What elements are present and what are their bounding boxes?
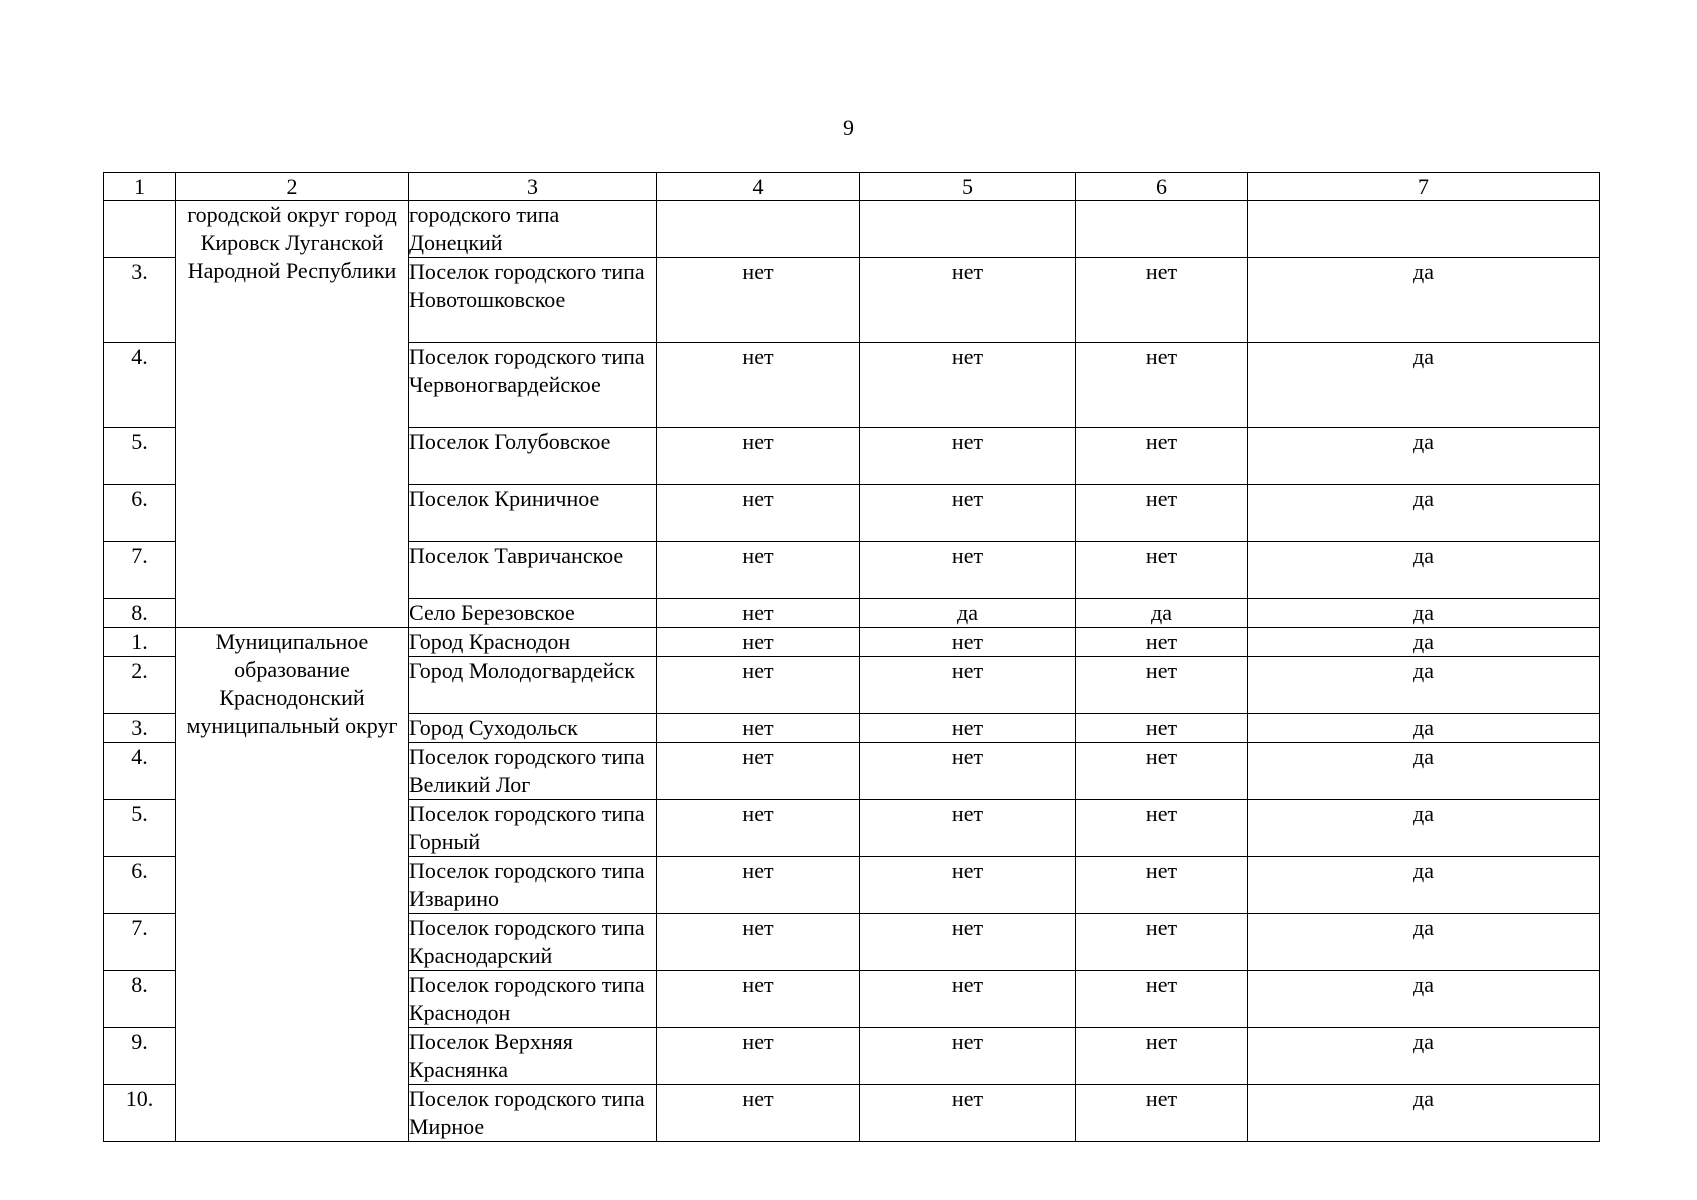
settlement-name: Поселок городского типа Краснодон [409,971,657,1028]
row-number: 4. [104,743,176,800]
value-col-5 [860,201,1076,258]
value-col-4: нет [657,857,860,914]
value-col-4: нет [657,258,860,343]
value-col-4: нет [657,599,860,628]
column-header: 2 [176,173,409,201]
row-number: 10. [104,1085,176,1142]
value-col-4: нет [657,485,860,542]
value-col-4: нет [657,657,860,714]
row-number: 1. [104,628,176,657]
value-col-6 [1076,201,1248,258]
value-col-5: нет [860,971,1076,1028]
settlement-name: Поселок городского типа Новотошковское [409,258,657,343]
value-col-4: нет [657,971,860,1028]
value-col-7: да [1248,800,1600,857]
value-col-5: нет [860,628,1076,657]
value-col-5: нет [860,914,1076,971]
municipality-name: городской округ город Кировск Луганской Народной Республики [176,201,409,628]
value-col-6: нет [1076,1028,1248,1085]
row-number: 5. [104,428,176,485]
value-col-5: нет [860,1085,1076,1142]
value-col-4 [657,201,860,258]
row-number: 9. [104,1028,176,1085]
value-col-6: нет [1076,485,1248,542]
value-col-5: нет [860,714,1076,743]
row-number: 6. [104,485,176,542]
value-col-4: нет [657,1028,860,1085]
column-header: 3 [409,173,657,201]
value-col-7: да [1248,628,1600,657]
row-number: 3. [104,714,176,743]
value-col-5: да [860,599,1076,628]
column-header: 1 [104,173,176,201]
row-number: 8. [104,599,176,628]
value-col-5: нет [860,542,1076,599]
settlement-name: Поселок городского типа Краснодарский [409,914,657,971]
value-col-7: да [1248,743,1600,800]
page-number: 9 [843,115,854,140]
settlement-name: Поселок городского типа Червоногвардейское [409,343,657,428]
value-col-6: нет [1076,857,1248,914]
value-col-5: нет [860,1028,1076,1085]
value-col-4: нет [657,914,860,971]
value-col-6: нет [1076,628,1248,657]
row-number: 7. [104,914,176,971]
municipality-name: Муниципальное образование Краснодонский муниципальный округ [176,628,409,1142]
value-col-5: нет [860,343,1076,428]
table-row [104,628,1600,657]
value-col-7: да [1248,1028,1600,1085]
row-number: 5. [104,800,176,857]
column-header: 6 [1076,173,1248,201]
value-col-7: да [1248,914,1600,971]
value-col-6: нет [1076,542,1248,599]
value-col-7: да [1248,258,1600,343]
value-col-7: да [1248,599,1600,628]
value-col-4: нет [657,743,860,800]
value-col-6: нет [1076,743,1248,800]
value-col-7: да [1248,857,1600,914]
value-col-4: нет [657,714,860,743]
value-col-4: нет [657,1085,860,1142]
settlement-name: Поселок городского типа Мирное [409,1085,657,1142]
value-col-6: нет [1076,258,1248,343]
value-col-5: нет [860,743,1076,800]
settlement-name: Поселок городского типа Великий Лог [409,743,657,800]
value-col-4: нет [657,542,860,599]
value-col-7: да [1248,1085,1600,1142]
value-col-7: да [1248,657,1600,714]
value-col-4: нет [657,800,860,857]
value-col-6: нет [1076,971,1248,1028]
settlement-name: Город Суходольск [409,714,657,743]
settlement-name: Город Молодогвардейск [409,657,657,714]
value-col-5: нет [860,485,1076,542]
value-col-7: да [1248,485,1600,542]
settlements-table [103,172,1600,1142]
row-number: 2. [104,657,176,714]
value-col-6: нет [1076,800,1248,857]
value-col-4: нет [657,428,860,485]
column-number-header-row [104,173,1600,201]
value-col-6: нет [1076,714,1248,743]
value-col-6: нет [1076,914,1248,971]
settlement-name: Поселок городского типа Изварино [409,857,657,914]
value-col-6: нет [1076,428,1248,485]
value-col-7 [1248,201,1600,258]
settlement-name: городского типа Донецкий [409,201,657,258]
value-col-5: нет [860,857,1076,914]
settlement-name: Город Краснодон [409,628,657,657]
value-col-5: нет [860,657,1076,714]
value-col-7: да [1248,714,1600,743]
value-col-7: да [1248,542,1600,599]
settlement-name: Село Березовское [409,599,657,628]
table-row [104,201,1600,258]
value-col-6: нет [1076,657,1248,714]
value-col-5: нет [860,258,1076,343]
value-col-4: нет [657,343,860,428]
value-col-6: да [1076,599,1248,628]
column-header: 7 [1248,173,1600,201]
row-number: 8. [104,971,176,1028]
value-col-4: нет [657,628,860,657]
column-header: 5 [860,173,1076,201]
column-header: 4 [657,173,860,201]
row-number: 7. [104,542,176,599]
settlement-name: Поселок Тавричанское [409,542,657,599]
value-col-6: нет [1076,343,1248,428]
settlement-name: Поселок Голубовское [409,428,657,485]
row-number [104,201,176,258]
settlement-name: Поселок Криничное [409,485,657,542]
value-col-7: да [1248,428,1600,485]
value-col-5: нет [860,428,1076,485]
value-col-7: да [1248,971,1600,1028]
value-col-5: нет [860,800,1076,857]
row-number: 4. [104,343,176,428]
row-number: 6. [104,857,176,914]
value-col-7: да [1248,343,1600,428]
settlement-name: Поселок городского типа Горный [409,800,657,857]
value-col-6: нет [1076,1085,1248,1142]
row-number: 3. [104,258,176,343]
settlement-name: Поселок Верхняя Краснянка [409,1028,657,1085]
